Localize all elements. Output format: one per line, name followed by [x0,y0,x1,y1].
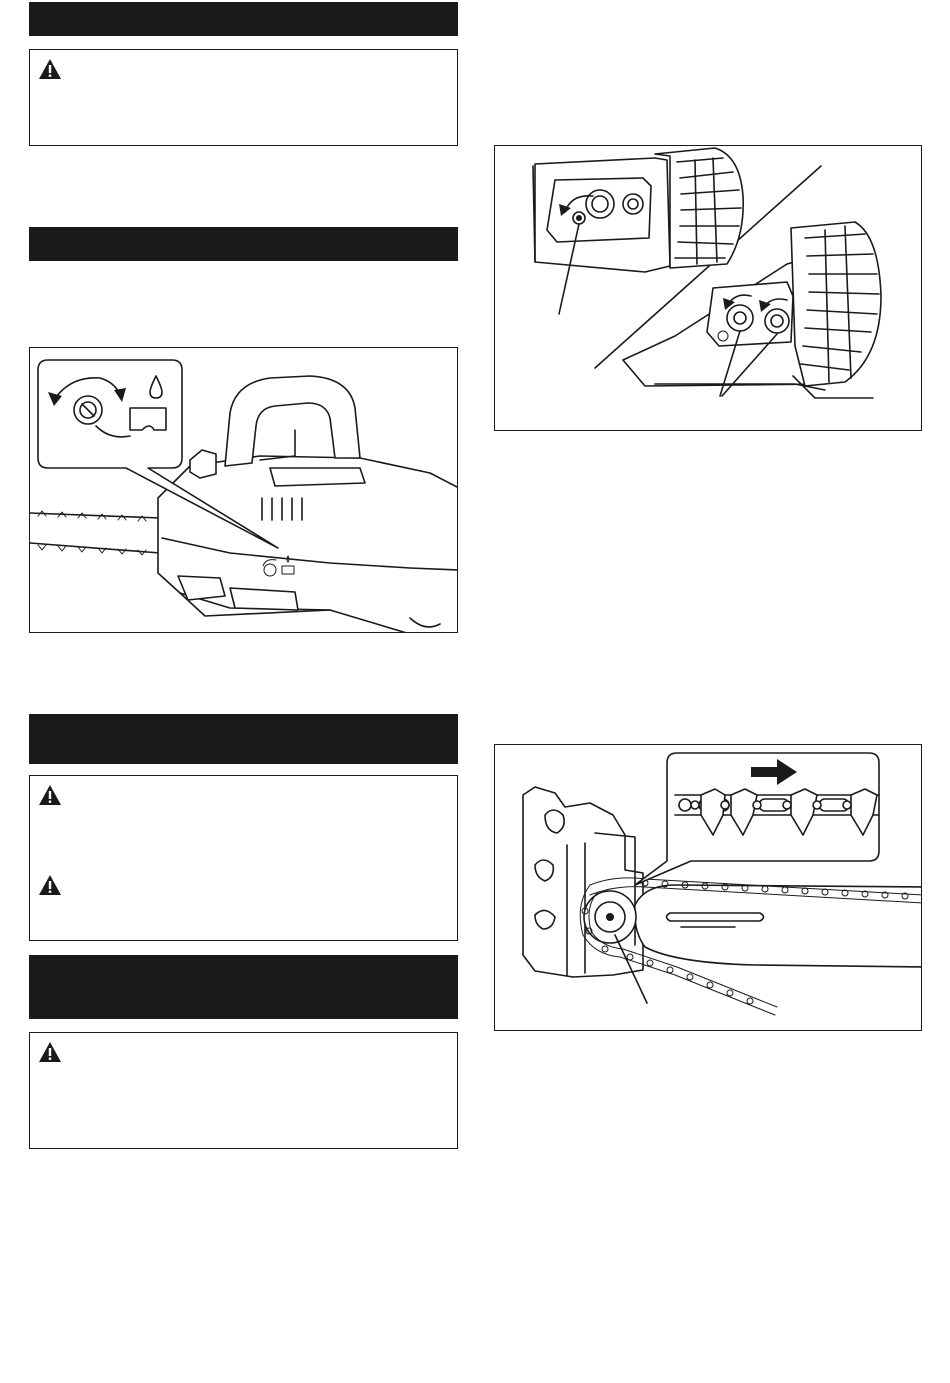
warning-box-2 [29,775,458,941]
chainsaw-side-view-drawing [30,348,458,633]
section-header-3 [29,714,458,764]
warning-box-1 [29,49,458,146]
section-header-2 [29,227,458,261]
warning-triangle-icon [38,58,62,80]
sprocket-cover-nuts-figure [494,145,922,431]
section-header-1 [29,2,458,36]
sprocket-cover-drawing [495,146,922,431]
warning-triangle-icon [38,874,62,896]
chain-on-sprocket-drawing [495,745,922,1031]
oil-pump-adjust-figure [29,347,458,633]
chain-direction-figure [494,744,922,1031]
section-header-4 [29,955,458,1019]
warning-box-3 [29,1032,458,1149]
warning-triangle-icon [38,784,62,806]
warning-triangle-icon [38,1041,62,1063]
